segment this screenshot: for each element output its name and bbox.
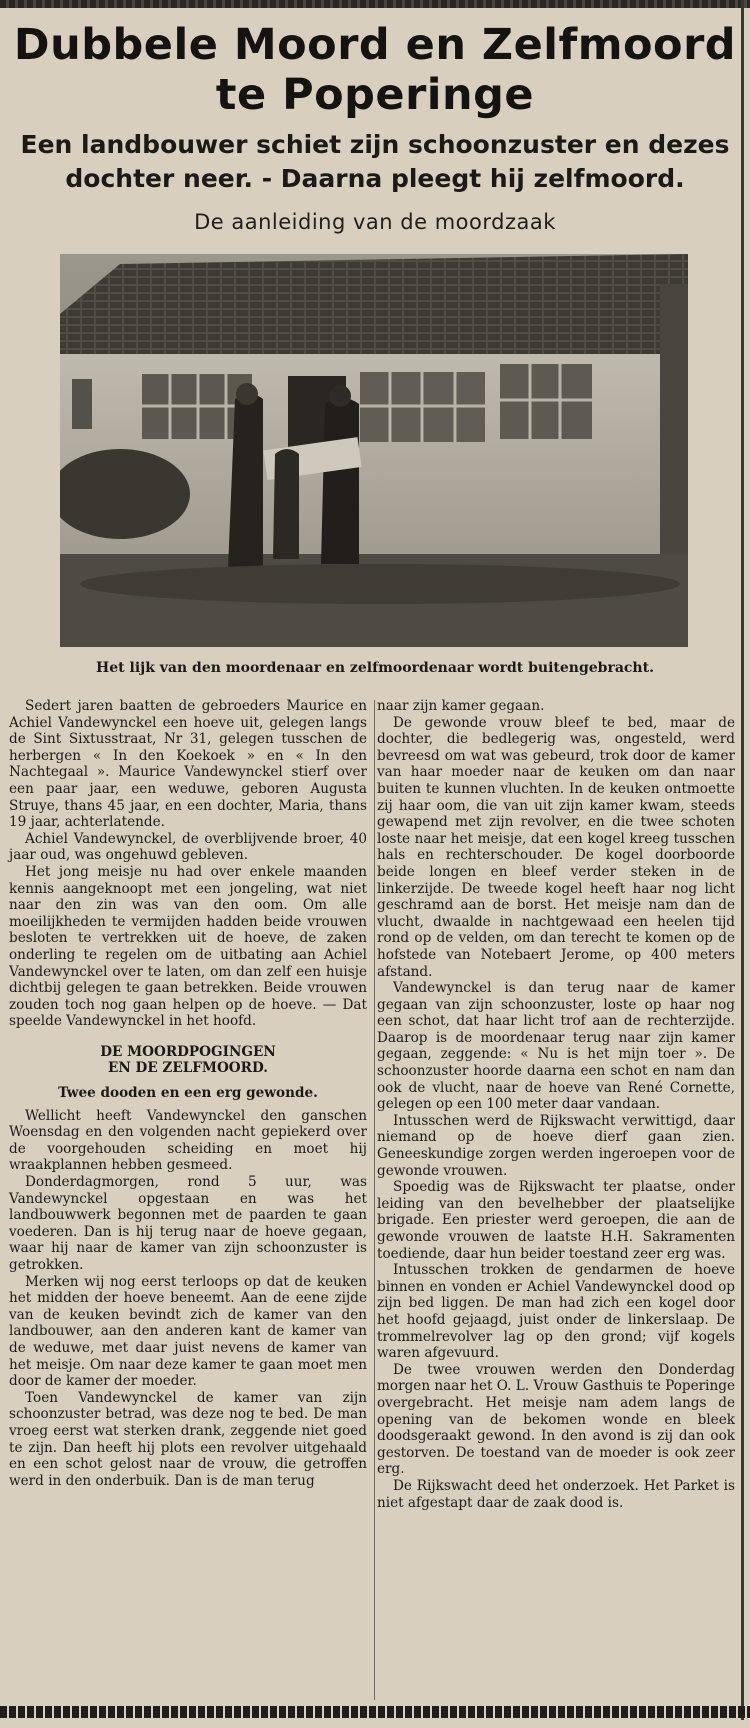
paragraph: De gewonde vrouw bleef te bed, maar de dochter, die bedlegerig was, ongesteld, werd bevreesd om wat was gebeurd, trok door de kamer van haar moeder naar de keuken om dan naar buiten te kunnen vluchten. In de keuken ontmoette zij haar oom, die van uit zijn kamer kwam, steeds gewapend met zijn revolver, en die twee schoten loste naar het meisje, dat een kogel kreeg tusschen hals en rechterschouder. De kogel doorboorde beide longen en bleef verder steken in de linkerzijde. De tweede kogel heeft haar nog licht geschramd aan de borst. Het meisje nam dan de vlucht, dwaalde in nachtgewaad een heelen tijd rond op de velden, om dan terecht te komen op de hofstede van Notebaert Jerome, op 400 meters afstand. bbox=[377, 714, 735, 980]
section-subheading: Twee dooden en een erg gewonde. bbox=[58, 1085, 318, 1102]
headline-line-1: Dubbele Moord en Zelfmoord bbox=[13, 20, 737, 70]
subheadline-line-1: Een landbouwer schiet zijn schoonzuster en dezes bbox=[20, 130, 730, 159]
farmhouse-photo bbox=[60, 254, 688, 647]
photo-illustration bbox=[60, 254, 688, 647]
section-heading-line-2: EN DE ZELFMOORD. bbox=[108, 1060, 268, 1077]
paragraph: Sedert jaren baatten de gebroeders Maurice en Achiel Vandewynckel een hoeve uit, gelegen langs de Sint Sixtusstraat, Nr 31, gelegen tusschen de herbergen « In den Koekoek » en « In den Nachtegaal ». Maurice Vandewynckel stierf over een paar jaar, een weduwe, geboren Augusta Struye, thans 45 jaar, en een dochter, Maria, thans 19 jaar, achterlatende. bbox=[9, 698, 367, 831]
column-border bbox=[741, 0, 744, 1720]
photo-caption: Het lijk van den moordenaar en zelfmoordenaar wordt buitengebracht. bbox=[96, 660, 654, 676]
paragraph: De Rijkswacht deed het onderzoek. Het Parket is niet afgestapt daar de zaak dood is. bbox=[377, 1477, 735, 1511]
paragraph: Achiel Vandewynckel, de overblijvende broer, 40 jaar oud, was ongehuwd gebleven. bbox=[9, 830, 367, 864]
section-heading-line-1: DE MOORDPOGINGEN bbox=[100, 1043, 276, 1060]
headline bbox=[0, 20, 750, 120]
article-column-left bbox=[9, 698, 367, 1489]
paragraph: Vandewynckel is dan terug naar de kamer gegaan van zijn schoonzuster, loste op haar nog een schot, dat haar licht trof aan de rechterzijde. Daarop is de moordenaar terug naar zijn kamer gegaan, zeggende: « Nu is het mijn toer ». De schoonzuster hoorde daarna een schot en nam dan ook de vlucht, naar de hoeve van René Cornette, gelegen op een 100 meter daar vandaan. bbox=[377, 980, 735, 1113]
paragraph: Wellicht heeft Vandewynckel den ganschen Woensdag en den volgenden nacht gepiekerd over de voorgehouden scheiding en moet hij wraakplannen hebben gesmeed. bbox=[9, 1107, 367, 1174]
paragraph: Toen Vandewynckel de kamer van zijn schoonzuster betrad, was deze nog te bed. De man vroeg eerst wat sterken drank, zeggende niet goed te zijn. Dan heeft hij plots een revolver uitgehaald en een schot gelost naar de vrouw, die getroffen werd in den onderbuik. Dan is de man terug bbox=[9, 1389, 367, 1489]
paragraph: Donderdagmorgen, rond 5 uur, was Vandewynckel opgestaan en was het landbouwwerk begonnen met de paarden te gaan voederen. Dan is hij terug naar de hoeve gegaan, waar hij naar de kamer van zijn schoonzuster is getrokken. bbox=[9, 1174, 367, 1273]
section-heading bbox=[9, 1044, 367, 1077]
paragraph: Merken wij nog eerst terloops op dat de keuken het midden der hoeve beneemt. Aan de eene zijde van de keuken bevindt zich de kamer van den landbouwer, aan den anderen kant de kamer van de weduwe, met daar juist nevens de kamer van het meisje. Om naar deze kamer te gaan moet men door de kamer der moeder. bbox=[9, 1273, 367, 1390]
column-divider bbox=[374, 700, 375, 1700]
article-column-right bbox=[377, 698, 735, 1511]
paragraph: Intusschen werd de Rijkswacht verwittigd, daar niemand op de hoeve dierf gaan zien. Geneeskundige zorgen werden ingeroepen voor de gewonde vrouwen. bbox=[377, 1112, 735, 1179]
paragraph: Het jong meisje nu had over enkele maanden kennis aangeknoopt met een jongeling, wat niet naar den zin was van den oom. Om alle moeilijkheden te vermijden hadden beide vrouwen besloten te vertrekken uit de hoeve, de zaken onderling te regelen om de uitbating aan Achiel Vandewynckel over te laten, om dan zelf een huisje dichtbij gelegen te gaan betrekken. Beide vrouwen zouden toch nog gaan helpen op de hoeve. — Dat speelde Vandewynckel in het hoofd. bbox=[9, 863, 367, 1030]
clipping-top-edge bbox=[0, 0, 750, 8]
paragraph: De twee vrouwen werden den Donderdag morgen naar het O. L. Vrouw Gasthuis te Poperinge overgebracht. Het meisje nam adem langs de opening van de bekomen wonde en bleek doodsgeraakt gewond. In den avond is zij dan ook gestorven. De toestand van de moeder is ook zeer erg. bbox=[377, 1361, 735, 1478]
paragraph: Spoedig was de Rijkswacht ter plaatse, onder leiding van den bevelhebber der plaatselijke brigade. Een priester werd geroepen, die aan de gewonde vrouwen de laatste H.H. Sakramenten toediende, daar hun beider toestand zeer erg was. bbox=[377, 1179, 735, 1262]
paragraph: naar zijn kamer gegaan. bbox=[377, 698, 545, 714]
paragraph: Intusschen trokken de gendarmen de hoeve binnen en vonden er Achiel Vandewynckel dood op zijn bed liggen. De man had zich een kogel door het hoofd gejaagd, juist onder de linkerslaap. De trommelrevolver lag op den grond; vijf kogels waren afgevuurd. bbox=[377, 1262, 735, 1362]
headline-line-2: te Poperinge bbox=[215, 70, 535, 120]
kicker-line: De aanleiding van de moordzaak bbox=[194, 210, 556, 234]
subheadline bbox=[0, 128, 750, 196]
subheadline-line-2: dochter neer. - Daarna pleegt hij zelfmoord. bbox=[65, 164, 685, 193]
clipping-bottom-edge bbox=[0, 1706, 750, 1718]
